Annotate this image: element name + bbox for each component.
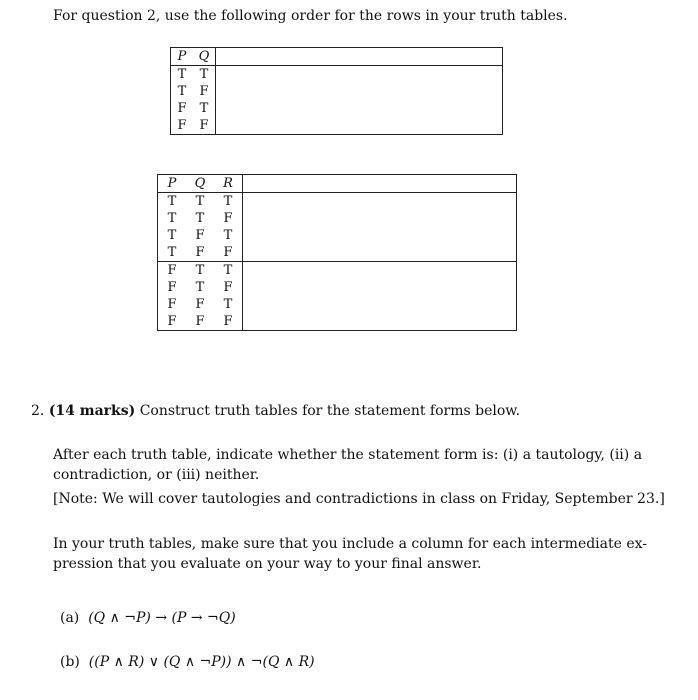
- answer-cell: [243, 175, 517, 193]
- header-cell: R: [214, 175, 243, 193]
- tip-line-2: pression that you evaluate on your way to your final answer.: [53, 556, 482, 572]
- table-row: [158, 296, 517, 313]
- truth-value-cell: F: [195, 297, 205, 312]
- answer-cell: [243, 313, 517, 331]
- truth-value-cell: F: [167, 263, 177, 278]
- truth-value-cell: F: [167, 297, 177, 312]
- instruction-line-1: After each truth table, indicate whether the statement form is: (i) a tautology, (ii) a: [53, 447, 643, 463]
- truth-value-cell: F: [214, 279, 243, 296]
- truth-value-cell: T: [167, 228, 177, 243]
- truth-value-cell: F: [177, 101, 187, 116]
- truth-value-cell: T: [177, 84, 187, 99]
- answer-cell: [243, 210, 517, 227]
- table-row: [158, 279, 517, 296]
- answer-cell: [243, 193, 517, 211]
- answer-cell: [243, 262, 517, 280]
- truth-value-cell: T: [167, 211, 177, 226]
- part-a: [60, 609, 236, 627]
- question-number: 2.: [31, 403, 45, 419]
- table-row: [158, 210, 517, 227]
- table-row: [171, 100, 503, 117]
- answer-cell: [216, 117, 503, 135]
- instruction-line-2: contradiction, or (iii) neither.: [53, 467, 260, 483]
- header-cell: Q: [186, 175, 214, 193]
- truth-value-cell: T: [214, 227, 243, 244]
- truth-value-cell: T: [167, 194, 177, 209]
- answer-cell: [216, 83, 503, 100]
- header-cell: Q: [193, 48, 216, 66]
- question-marks: (14 marks): [48, 403, 136, 419]
- answer-cell: [243, 227, 517, 244]
- table-row: [158, 262, 517, 280]
- header-cell: P: [171, 48, 194, 66]
- table-row: [171, 66, 503, 84]
- truth-value-cell: T: [214, 262, 243, 280]
- truth-value-cell: T: [195, 263, 205, 278]
- answer-cell: [243, 279, 517, 296]
- table-row: [158, 227, 517, 244]
- part-a-label: (a): [60, 610, 80, 626]
- answer-cell: [243, 244, 517, 262]
- truth-value-cell: T: [214, 296, 243, 313]
- table-row: [158, 244, 517, 262]
- table-header-row: [171, 48, 503, 66]
- answer-cell: [216, 48, 503, 66]
- truth-value-cell: F: [193, 83, 216, 100]
- truth-value-cell: T: [195, 211, 205, 226]
- answer-cell: [216, 66, 503, 84]
- table-row: [171, 83, 503, 100]
- part-b-label: (b): [60, 654, 80, 670]
- table-row: [158, 193, 517, 211]
- truth-value-cell: T: [193, 66, 216, 84]
- truth-value-cell: T: [214, 193, 243, 211]
- truth-value-cell: F: [214, 210, 243, 227]
- part-b: [60, 653, 315, 671]
- truth-value-cell: T: [195, 280, 205, 295]
- part-b-expression: ((P ∧ R) ∨ (Q ∧ ¬P)) ∧ ¬(Q ∧ R): [88, 654, 315, 670]
- truth-value-cell: F: [177, 118, 187, 133]
- table-row: [158, 313, 517, 331]
- truth-value-cell: F: [195, 314, 205, 329]
- truth-value-cell: F: [195, 228, 205, 243]
- table-header-row: [158, 175, 517, 193]
- part-a-expression: (Q ∧ ¬P) → (P → ¬Q): [88, 610, 236, 626]
- truth-value-cell: F: [193, 117, 216, 135]
- truth-value-cell: F: [214, 244, 243, 262]
- truth-value-cell: T: [195, 194, 205, 209]
- question-prompt: Construct truth tables for the statement forms below.: [139, 403, 521, 419]
- truth-value-cell: T: [177, 67, 187, 82]
- answer-cell: [243, 296, 517, 313]
- truth-value-cell: T: [158, 244, 187, 262]
- question-heading: [31, 402, 520, 420]
- truth-value-cell: T: [193, 100, 216, 117]
- truth-value-cell: F: [167, 314, 177, 329]
- note-text: [Note: We will cover tautologies and contradictions in class on Friday, September 23.]: [53, 491, 665, 507]
- truth-table-two-variables: [170, 47, 503, 135]
- answer-cell: [216, 100, 503, 117]
- tip-line-1: In your truth tables, make sure that you include a column for each intermediate ex-: [53, 536, 648, 552]
- table-row: [171, 117, 503, 135]
- truth-value-cell: F: [167, 280, 177, 295]
- truth-value-cell: F: [186, 244, 214, 262]
- header-cell: P: [158, 175, 187, 193]
- truth-value-cell: F: [214, 313, 243, 331]
- truth-table-three-variables: [157, 174, 517, 331]
- intro-text: For question 2, use the following order for the rows in your truth tables.: [53, 8, 568, 24]
